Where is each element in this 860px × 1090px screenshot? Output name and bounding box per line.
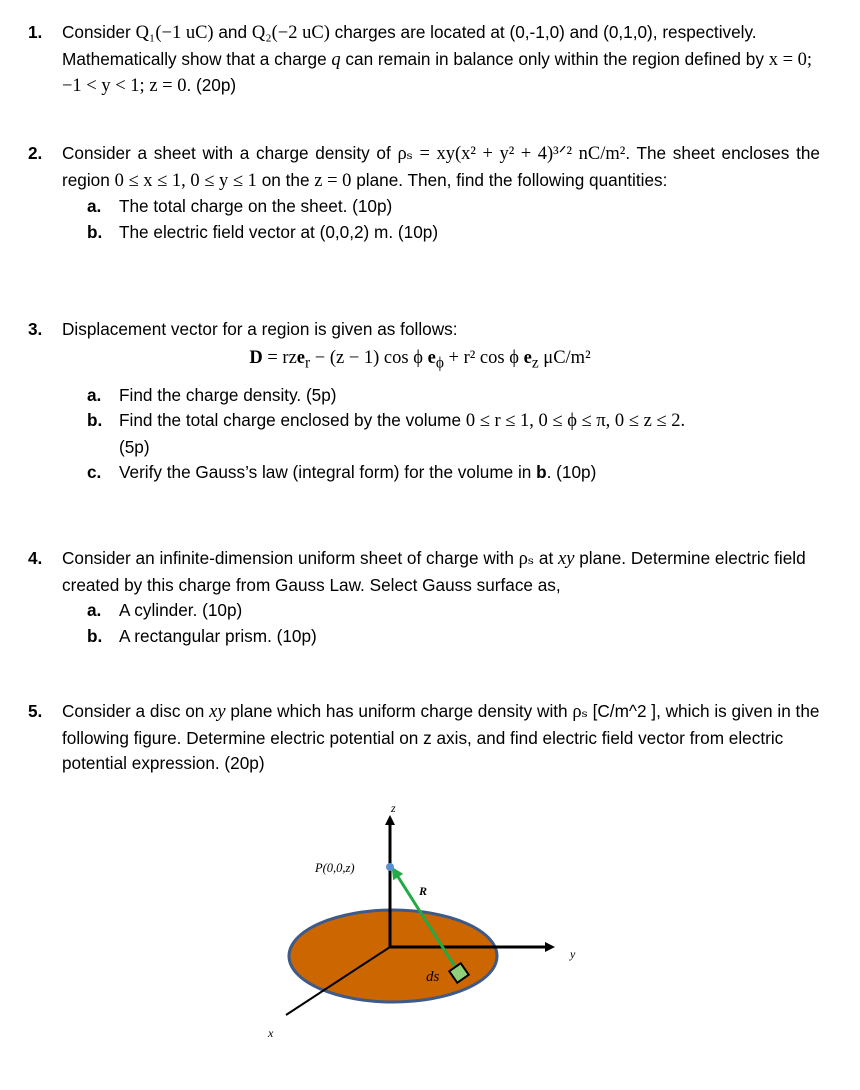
question-1 [20, 20, 820, 100]
question-text: Consider Q₁(−1 uC) and Q₂(−2 uC) charges are located at (0,-1,0) and (0,1,0), respectively. Mathematically show that a charge q can remain in balance only within the region defined by x = 0; −1 < y < 1; z = 0. (20p) [62, 22, 813, 96]
sub-question-a: a. The total charge on the sheet. (10p) [87, 196, 393, 216]
sub-question-a: a. Find the charge density. (5p) [87, 384, 337, 405]
sub-question-c: c. Verify the Gauss’s law (integral form) for the volume in b. (10p) [87, 462, 597, 483]
displacement-equation: D = rze$_r$ − (z − 1) cos ϕ $e_\phi + r^2$ cos ϕ $e_z$ μC/m² [249, 347, 591, 372]
question-5 [20, 699, 820, 777]
question-number: 2. [28, 143, 43, 163]
x-axis-label: x [268, 1026, 274, 1040]
question-number: 5. [28, 701, 43, 721]
z-axis-label: z [391, 801, 396, 815]
question-4 [20, 546, 820, 649]
question-text: Consider an infinite-dimension uniform sheet of charge with ρₛ at xy plane. Determine electric field created by this charge from Gauss Law. Select Gauss surface as, [62, 548, 806, 595]
charged-disc [289, 910, 497, 1002]
ds-label: ds [426, 969, 440, 985]
point-p-marker [386, 863, 394, 871]
question-number: 4. [28, 548, 43, 568]
question-text: Consider a sheet with a charge density of ρₛ = xy(x² + y² + 4)³ᐟ² nC/m². The sheet encloses the region 0 ≤ x ≤ 1, 0 ≤ y ≤ 1 on the z = 0 plane. Then, find the following quantities: [62, 143, 820, 191]
radius-label: R [419, 884, 428, 898]
question-text: Displacement vector for a region is given as follows: [62, 319, 458, 339]
question-number: 1. [28, 22, 43, 42]
question-2 [20, 141, 820, 245]
point-p-label: P(0,0,z) [315, 861, 355, 875]
sub-question-a: a. A cylinder. (10p) [87, 600, 243, 620]
question-text: Consider a disc on xy plane which has uniform charge density with ρₛ [C/m^2 ], which is given in the following figure. Determine electric potential on z axis, and find electric field vector from electric potential expression. (20p) [62, 701, 820, 773]
sub-question-b: b. The electric field vector at (0,0,2) m. (10p) [87, 221, 439, 242]
sub-question-b: b. A rectangular prism. (10p) [87, 625, 317, 646]
sub-question-b: b. Find the total charge enclosed by the volume 0 ≤ r ≤ 1, 0 ≤ ϕ ≤ π, 0 ≤ z ≤ 2. (5p) [87, 410, 686, 457]
y-axis-label: y [570, 947, 576, 961]
question-3 [20, 317, 820, 486]
question-number: 3. [28, 319, 43, 339]
charged-disc-figure [240, 800, 640, 1050]
